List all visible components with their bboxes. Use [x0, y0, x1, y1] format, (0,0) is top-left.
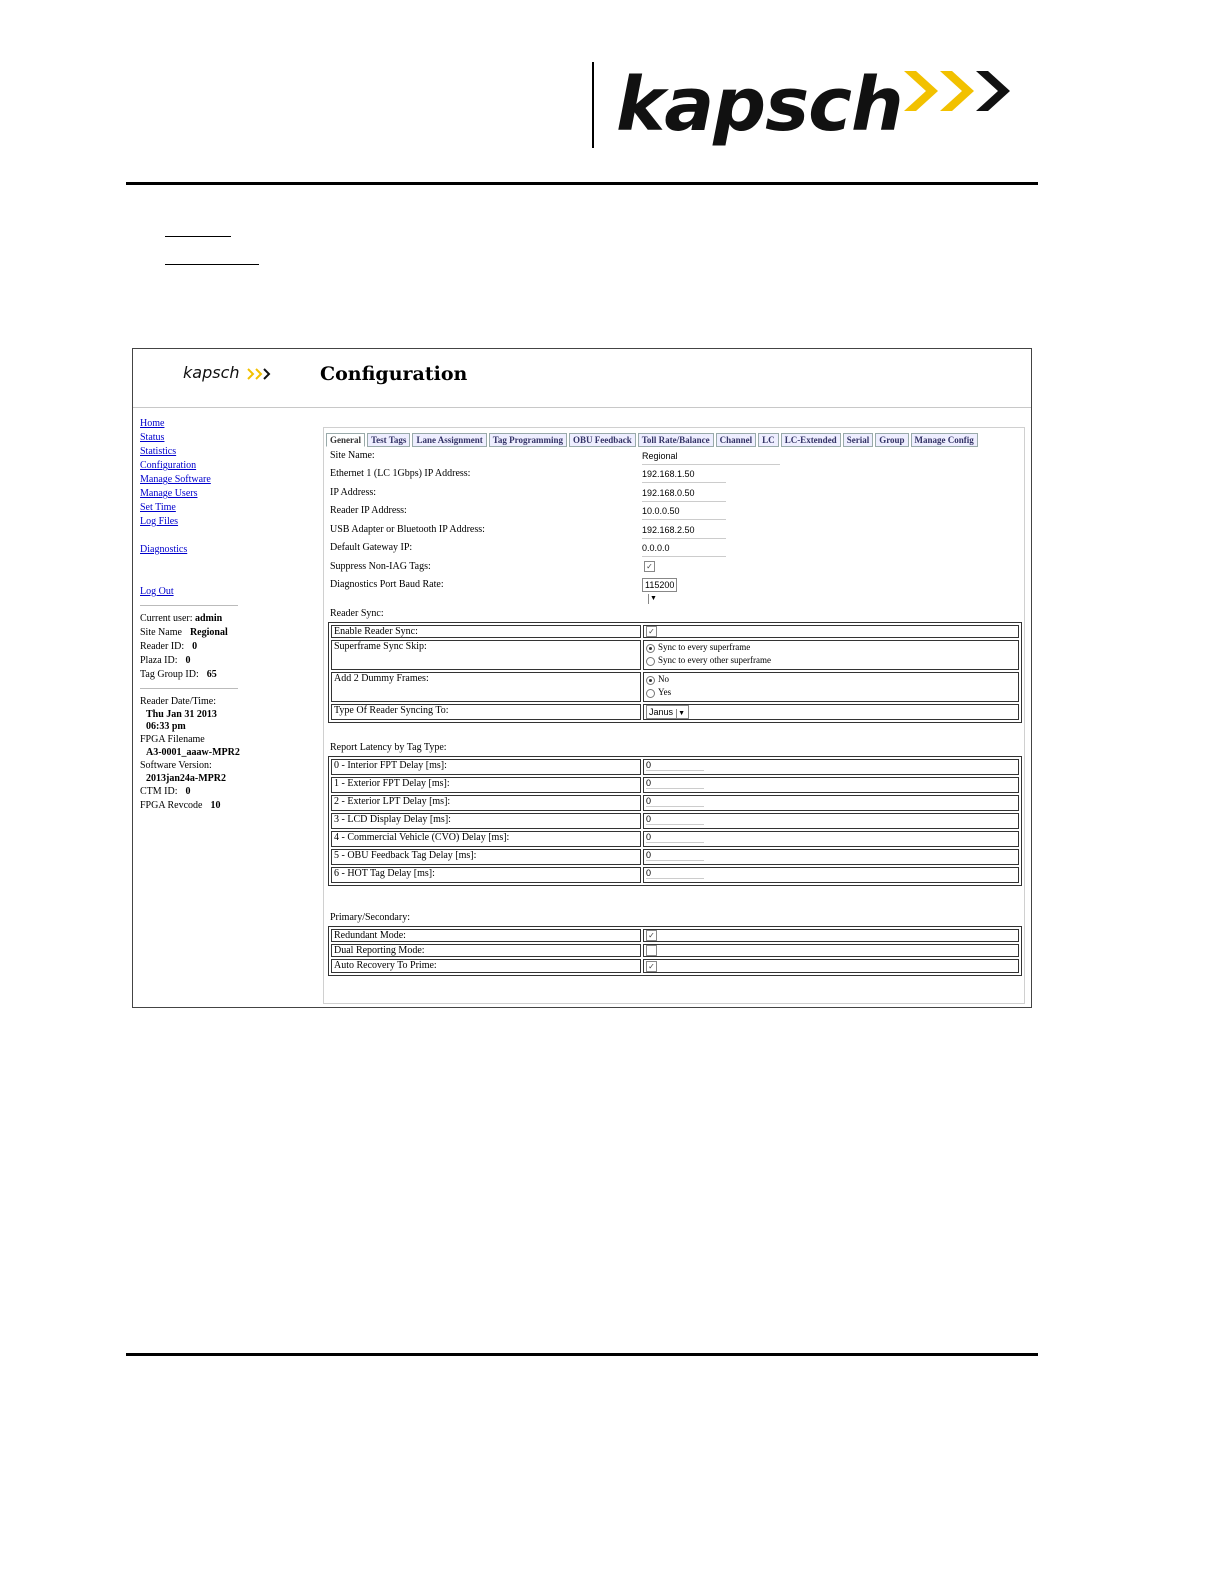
sync-type-label: Type Of Reader Syncing To:: [331, 704, 641, 720]
nav-home[interactable]: Home: [140, 418, 165, 429]
radio-icon: [646, 689, 655, 698]
tab-obu-feedback[interactable]: OBU Feedback: [569, 433, 636, 447]
kapsch-logo: [616, 62, 1026, 148]
redundant-label: Redundant Mode:: [331, 929, 641, 942]
baud-row: Diagnostics Port Baud Rate: 115200▼: [330, 577, 444, 593]
enable-sync-label: Enable Reader Sync:: [331, 625, 641, 638]
skip-option-every-other[interactable]: Sync to every other superframe: [646, 654, 1016, 667]
latency-row-label: 0 - Interior FPT Delay [ms]:: [331, 759, 641, 775]
latency-value-field[interactable]: 0: [646, 796, 704, 807]
redundant-checkbox[interactable]: ✓: [646, 930, 657, 941]
tab-toll-rate-balance[interactable]: Toll Rate/Balance: [638, 433, 714, 447]
chevrons-icon: [902, 66, 1022, 116]
enable-sync-checkbox[interactable]: ✓: [646, 626, 657, 637]
ip-row: IP Address: 192.168.0.50: [330, 485, 376, 501]
radio-selected-icon: [646, 676, 655, 685]
nav-manage-software[interactable]: Manage Software: [140, 474, 211, 485]
title-rule: [133, 407, 1031, 408]
gateway-ip-field[interactable]: 0.0.0.0: [642, 540, 726, 557]
tab-general[interactable]: General: [326, 433, 365, 447]
latency-value-field[interactable]: 0: [646, 778, 704, 789]
reader-date: Thu Jan 31 2013: [146, 709, 217, 720]
latency-value-field[interactable]: 0: [646, 868, 704, 879]
radio-icon: [646, 657, 655, 666]
baud-rate-select[interactable]: 115200▼: [642, 578, 677, 592]
dropdown-arrow-icon: ▼: [648, 594, 658, 604]
reader-time: 06:33 pm: [146, 721, 186, 732]
reader-sync-table: [328, 622, 1022, 723]
app-logo-text: kapsch: [183, 363, 240, 382]
nav-log-files[interactable]: Log Files: [140, 516, 179, 527]
software-version-label: Software Version:: [140, 760, 212, 771]
reader-ip-row: Reader IP Address: 10.0.0.50: [330, 503, 407, 519]
nav-set-time[interactable]: Set Time: [140, 502, 176, 513]
eth1-ip-field[interactable]: 192.168.1.50: [642, 466, 726, 483]
tab-channel[interactable]: Channel: [716, 433, 757, 447]
auto-recovery-checkbox[interactable]: ✓: [646, 961, 657, 972]
latency-row-label: 1 - Exterior FPT Delay [ms]:: [331, 777, 641, 793]
nav-statistics[interactable]: Statistics: [140, 446, 177, 457]
dummy-label: Add 2 Dummy Frames:: [331, 672, 641, 702]
page-title: Configuration: [320, 363, 468, 385]
tab-lc-extended[interactable]: LC-Extended: [781, 433, 841, 447]
latency-row-label: 5 - OBU Feedback Tag Delay [ms]:: [331, 849, 641, 865]
header-rule: [126, 182, 1038, 185]
primary-secondary-label: Primary/Secondary:: [330, 912, 410, 923]
plaza-id-info: Plaza ID: 0: [140, 655, 191, 666]
tab-test-tags[interactable]: Test Tags: [367, 433, 410, 447]
app-chevrons-icon: [247, 368, 273, 380]
sidebar-divider: [140, 605, 238, 606]
nav-manage-users[interactable]: Manage Users: [140, 488, 198, 499]
sync-type-select[interactable]: Janus ▼: [646, 705, 689, 719]
latency-row-label: 2 - Exterior LPT Delay [ms]:: [331, 795, 641, 811]
logout-link[interactable]: Log Out: [140, 586, 174, 597]
configuration-screenshot: [132, 348, 1032, 1008]
ctm-id-info: CTM ID: 0: [140, 786, 191, 797]
eth1-row: Ethernet 1 (LC 1Gbps) IP Address: 192.168.1.50: [330, 466, 470, 482]
dual-reporting-checkbox[interactable]: [646, 945, 657, 956]
fpga-revcode-info: FPGA Revcode 10: [140, 800, 221, 811]
latency-row-label: 3 - LCD Display Delay [ms]:: [331, 813, 641, 829]
sidebar: [140, 417, 240, 813]
auto-recovery-label: Auto Recovery To Prime:: [331, 959, 641, 972]
site-name-field[interactable]: Regional: [642, 448, 780, 465]
dropdown-arrow-icon: ▼: [676, 709, 686, 719]
primary-secondary-table: [328, 926, 1022, 976]
footer-rule: [126, 1353, 1038, 1356]
tab-serial[interactable]: Serial: [843, 433, 874, 447]
dual-reporting-label: Dual Reporting Mode:: [331, 944, 641, 957]
latency-value-field[interactable]: 0: [646, 850, 704, 861]
blank-line: [165, 264, 259, 265]
reader-datetime-label: Reader Date/Time:: [140, 696, 217, 707]
current-user: Current user: admin: [140, 613, 223, 624]
site-name-info: Site Name Regional: [140, 627, 228, 638]
tab-group[interactable]: Group: [875, 433, 908, 447]
latency-value-field[interactable]: 0: [646, 832, 704, 843]
latency-value-field[interactable]: 0: [646, 814, 704, 825]
site-name-row: Site Name: Regional: [330, 448, 375, 464]
tag-group-id-info: Tag Group ID: 65: [140, 669, 217, 680]
fpga-filename-label: FPGA Filename: [140, 734, 205, 745]
latency-row-label: 4 - Commercial Vehicle (CVO) Delay [ms]:: [331, 831, 641, 847]
skip-option-every[interactable]: Sync to every superframe: [646, 641, 1016, 654]
app-logo: [183, 363, 273, 382]
tab-lc[interactable]: LC: [758, 433, 779, 447]
suppress-checkbox[interactable]: ✓: [644, 561, 655, 572]
latency-row-label: 6 - HOT Tag Delay [ms]:: [331, 867, 641, 883]
config-panel: [323, 427, 1025, 1004]
latency-value-field[interactable]: 0: [646, 760, 704, 771]
reader-sync-label: Reader Sync:: [330, 608, 384, 619]
usb-ip-row: USB Adapter or Bluetooth IP Address: 192.168.2.50: [330, 522, 485, 538]
latency-table: [328, 756, 1022, 886]
tab-lane-assignment[interactable]: Lane Assignment: [412, 433, 486, 447]
reader-id-info: Reader ID: 0: [140, 641, 198, 652]
kapsch-logo-text: kapsch: [616, 62, 903, 148]
sidebar-divider: [140, 688, 238, 689]
ip-address-field[interactable]: 192.168.0.50: [642, 485, 726, 502]
tab-manage-config[interactable]: Manage Config: [911, 433, 978, 447]
latency-label: Report Latency by Tag Type:: [330, 742, 447, 753]
skip-label: Superframe Sync Skip:: [331, 640, 641, 670]
dummy-option-yes[interactable]: Yes: [646, 686, 1016, 699]
reader-ip-field[interactable]: 10.0.0.50: [642, 503, 726, 520]
logo-divider: [592, 62, 594, 148]
tab-bar: [326, 430, 980, 444]
nav-configuration[interactable]: Configuration: [140, 460, 197, 471]
nav-status[interactable]: Status: [140, 432, 165, 443]
usb-ip-field[interactable]: 192.168.2.50: [642, 522, 726, 539]
nav-diagnostics[interactable]: Diagnostics: [140, 544, 188, 555]
suppress-row: Suppress Non-IAG Tags: ✓: [330, 559, 431, 575]
blank-line: [165, 236, 231, 237]
fpga-filename: A3-0001_aaaw-MPR2: [146, 747, 240, 758]
software-version: 2013jan24a-MPR2: [146, 773, 226, 784]
gateway-row: Default Gateway IP: 0.0.0.0: [330, 540, 412, 556]
tab-tag-programming[interactable]: Tag Programming: [489, 433, 567, 447]
radio-selected-icon: [646, 644, 655, 653]
dummy-option-no[interactable]: No: [646, 673, 1016, 686]
